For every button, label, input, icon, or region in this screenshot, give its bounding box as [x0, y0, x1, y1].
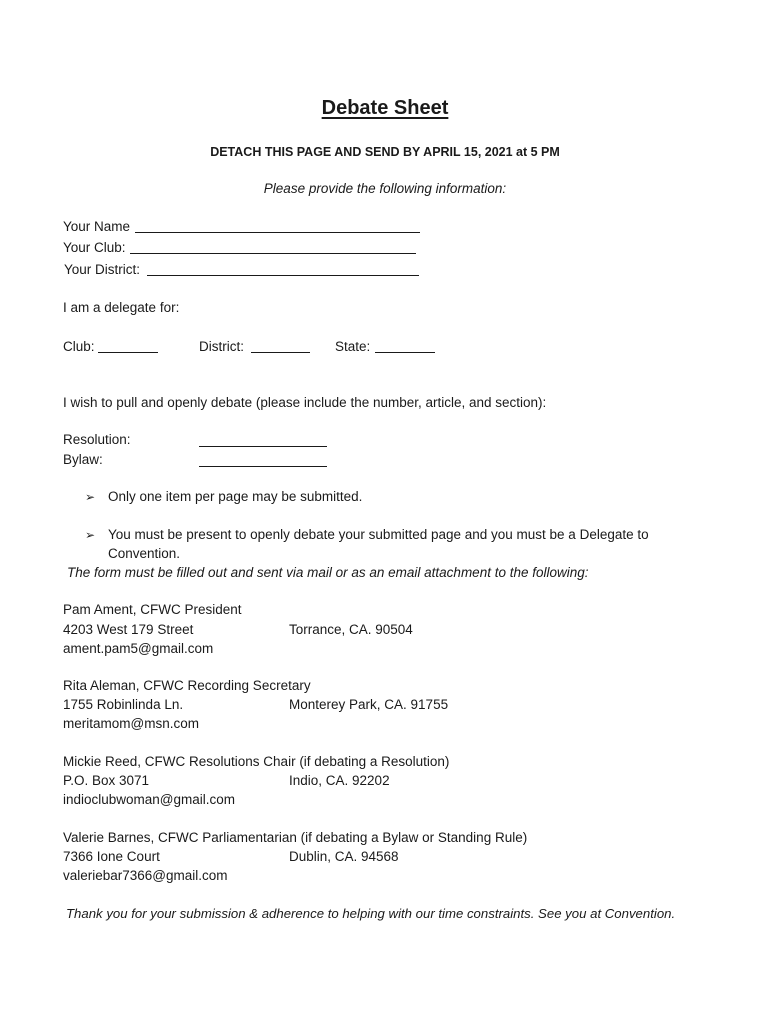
page-title: Debate Sheet [321, 97, 449, 119]
contact-street: 7366 Ione Court [63, 849, 160, 864]
contact-email[interactable]: indioclubwoman@gmail.com [63, 792, 236, 807]
arrow-bullet-icon: ➢ [85, 528, 96, 542]
your-name-label: Your Name [63, 219, 131, 234]
contact-street: 4203 West 179 Street [63, 622, 194, 637]
form-note: The form must be filled out and sent via mail or as an email attachment to the following: [67, 565, 589, 580]
contact-street: P.O. Box 3071 [63, 773, 150, 788]
your-club-field[interactable] [130, 253, 416, 254]
delegate-club-field[interactable] [98, 352, 158, 353]
instruction-text: Please provide the following information: [263, 181, 507, 196]
contact-name: Rita Aleman, CFWC Recording Secretary [63, 678, 311, 693]
contact-city: Indio, CA. 92202 [289, 773, 390, 788]
debate-intro: I wish to pull and openly debate (please include the number, article, and section): [63, 395, 547, 410]
your-club-label: Your Club: [63, 240, 126, 255]
closing-note: Thank you for your submission & adherence to helping with our time constraints. See you at Convention. [66, 906, 676, 921]
your-district-field[interactable] [147, 275, 419, 276]
delegate-district-label: District: [199, 339, 244, 354]
contact-name: Valerie Barnes, CFWC Parliamentarian (if debating a Bylaw or Standing Rule) [63, 830, 528, 845]
resolution-field[interactable] [199, 446, 327, 447]
contact-city: Monterey Park, CA. 91755 [289, 697, 449, 712]
bylaw-field[interactable] [199, 466, 327, 467]
bullet-two-text-cont: Convention. [108, 546, 181, 561]
delegate-state-field[interactable] [375, 352, 435, 353]
contact-email[interactable]: meritamom@msn.com [63, 716, 199, 731]
bylaw-label: Bylaw: [63, 452, 103, 467]
resolution-label: Resolution: [63, 432, 131, 447]
contact-street: 1755 Robinlinda Ln. [63, 697, 184, 712]
bullet-one-text: Only one item per page may be submitted. [108, 489, 363, 504]
bullet-two-text: You must be present to openly debate your submitted page and you must be a Delegate to [108, 527, 649, 542]
delegate-district-field[interactable] [251, 352, 310, 353]
delegate-club-label: Club: [63, 339, 95, 354]
contact-email[interactable]: valeriebar7366@gmail.com [63, 868, 228, 883]
contact-name: Mickie Reed, CFWC Resolutions Chair (if debating a Resolution) [63, 754, 450, 769]
deadline-notice: DETACH THIS PAGE AND SEND BY APRIL 15, 2021 at 5 PM [210, 145, 560, 159]
delegate-state-label: State: [335, 339, 371, 354]
contact-city: Torrance, CA. 90504 [289, 622, 413, 637]
arrow-bullet-icon: ➢ [85, 490, 96, 504]
contact-email[interactable]: ament.pam5@gmail.com [63, 641, 214, 656]
delegate-label: I am a delegate for: [63, 300, 180, 315]
contact-city: Dublin, CA. 94568 [289, 849, 399, 864]
contact-name: Pam Ament, CFWC President [63, 602, 242, 617]
your-name-field[interactable] [135, 232, 420, 233]
your-district-label: Your District: [64, 262, 141, 277]
